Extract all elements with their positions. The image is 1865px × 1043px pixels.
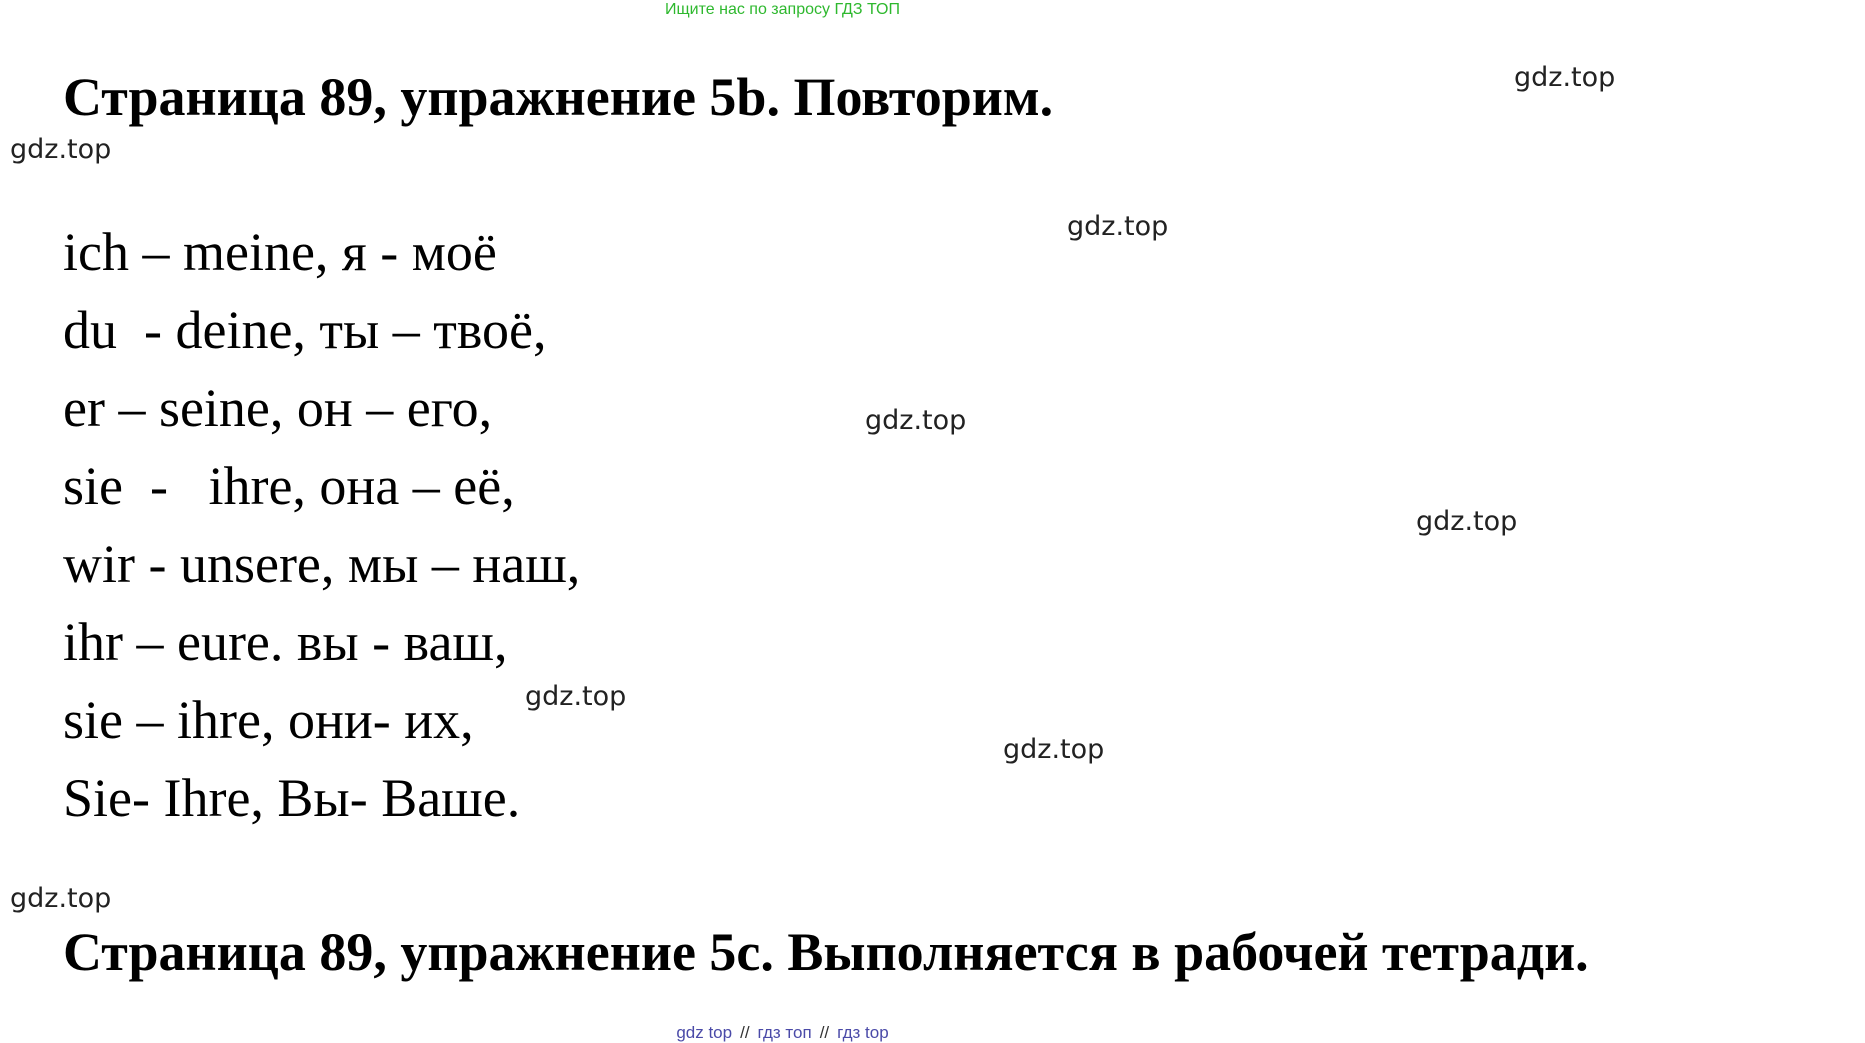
- footer-separator: //: [819, 1023, 830, 1042]
- search-hint-banner: Ищите нас по запросу ГДЗ ТОП: [665, 1, 900, 18]
- footer-separator: //: [740, 1023, 750, 1042]
- pronoun-pair-ich: ich – meine, я - моё: [63, 222, 497, 282]
- pronoun-pair-sie-she: sie - ihre, она – её,: [63, 456, 515, 516]
- watermark: gdz.top: [10, 883, 112, 914]
- pronoun-pair-er: er – seine, он – его,: [63, 378, 493, 438]
- pronoun-pair-wir: wir - unsere, мы – наш,: [63, 534, 581, 594]
- watermark: gdz.top: [1514, 62, 1616, 93]
- watermark: gdz.top: [10, 134, 112, 165]
- watermark: gdz.top: [1003, 734, 1105, 765]
- watermark: gdz.top: [1416, 506, 1518, 537]
- footer-link-gdz-top[interactable]: gdz top: [676, 1023, 733, 1042]
- pronoun-pairs-list: [63, 219, 580, 843]
- footer-link-gdz-top-mixed[interactable]: гдз top: [837, 1023, 889, 1042]
- watermark: gdz.top: [1067, 211, 1169, 242]
- watermark: gdz.top: [865, 405, 967, 436]
- exercise-5b-heading: Страница 89, упражнение 5b. Повторим.: [63, 67, 1054, 127]
- watermark: gdz.top: [525, 681, 627, 712]
- pronoun-pair-ihr: ihr – eure. вы - ваш,: [63, 612, 508, 672]
- pronoun-pair-sie-they: sie – ihre, они- их,: [63, 690, 474, 750]
- pronoun-pair-sie-formal: Sie- Ihre, Вы- Ваше.: [63, 768, 521, 828]
- footer-links: [0, 1023, 1565, 1043]
- footer-link-gdz-top-ru[interactable]: гдз топ: [757, 1023, 812, 1042]
- pronoun-pair-du: du - deine, ты – твоё,: [63, 300, 547, 360]
- exercise-5c-heading: Страница 89, упражнение 5c. Выполняется в рабочей тетради.: [63, 922, 1589, 982]
